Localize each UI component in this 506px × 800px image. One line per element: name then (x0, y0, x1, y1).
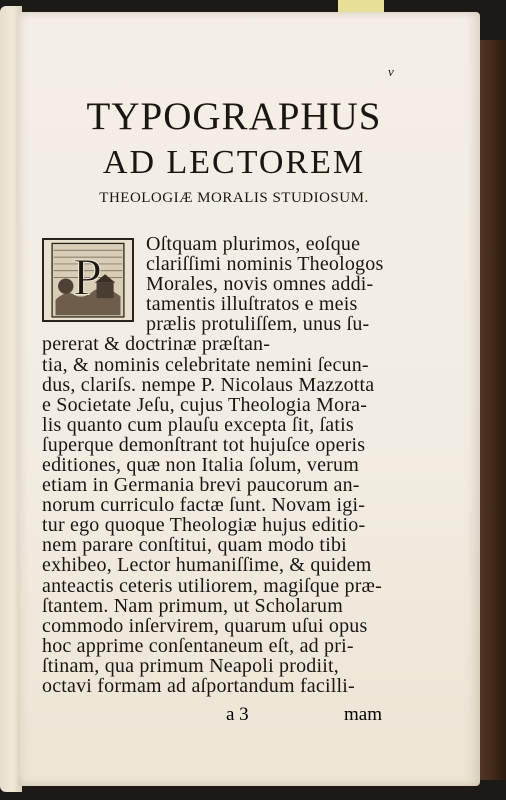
text-line: tamentis illuſtratos e meis (146, 293, 358, 316)
text-line: Morales, novis omnes addi- (146, 273, 374, 296)
text-line: commodo inſervirem, quarum uſui opus (42, 614, 368, 637)
text-line: tia, & nominis celebritate nemini ſecun- (42, 353, 369, 376)
decorated-initial-p (42, 238, 134, 322)
text-line: octavi formam ad aſportandum facilli- (42, 675, 355, 697)
text-line: ſuperque demonſtrant tot hujuſce operis (42, 433, 366, 456)
svg-text:P: P (72, 248, 103, 307)
printer-signature: a 3 (226, 704, 249, 725)
text-line: prælis protuliſſem, unus ſu- (146, 313, 370, 336)
text-line: e Societate Jeſu, cujus Theologia Mora- (42, 393, 368, 416)
text-line: exhibeo, Lector humaniſſime, & quidem (42, 554, 372, 577)
text-line: ſtantem. Nam primum, ut Scholarum (42, 594, 343, 617)
text-line: Oſtquam plurimos, eoſque (146, 233, 361, 255)
text-line: lis quanto cum plauſu excepta ſit, ſatis (42, 413, 354, 436)
book-cover-edge (476, 40, 506, 780)
catchword: mam (344, 704, 382, 725)
text-line: hoc apprime conſentaneum eſt, ad pri- (42, 634, 354, 657)
text-line: tur ego quoque Theologiæ hujus editio- (42, 514, 366, 537)
text-line: etiam in Germania brevi paucorum an- (42, 474, 360, 497)
text-line: nem parare conſtitui, quam modo tibi (42, 534, 347, 557)
page-subtitle: AD LECTOREM (102, 144, 366, 181)
dedication-line: THEOLOGIÆ MORALIS STUDIOSUM. (99, 190, 369, 206)
text-line: editiones, quæ non Italia ſolum, verum (42, 454, 359, 476)
text-line: ſtinam, qua primum Neapoli prodiit, (42, 654, 339, 677)
book-page (18, 12, 480, 786)
page-number: v (388, 64, 394, 79)
text-line: anteactis ceteris utiliorem, magiſque præ- (42, 574, 382, 597)
text-line: norum curriculo factæ ſunt. Novam igi- (42, 494, 366, 517)
text-line: clariſſimi nominis Theologos (146, 253, 384, 276)
page-title: TYPOGRAPHUS (86, 95, 382, 138)
woodcut-initial-icon (44, 240, 132, 320)
text-line: pererat & doctrinæ præſtan- (42, 333, 271, 356)
text-line: dus, clariſs. nempe P. Nicolaus Mazzotta (42, 373, 375, 396)
